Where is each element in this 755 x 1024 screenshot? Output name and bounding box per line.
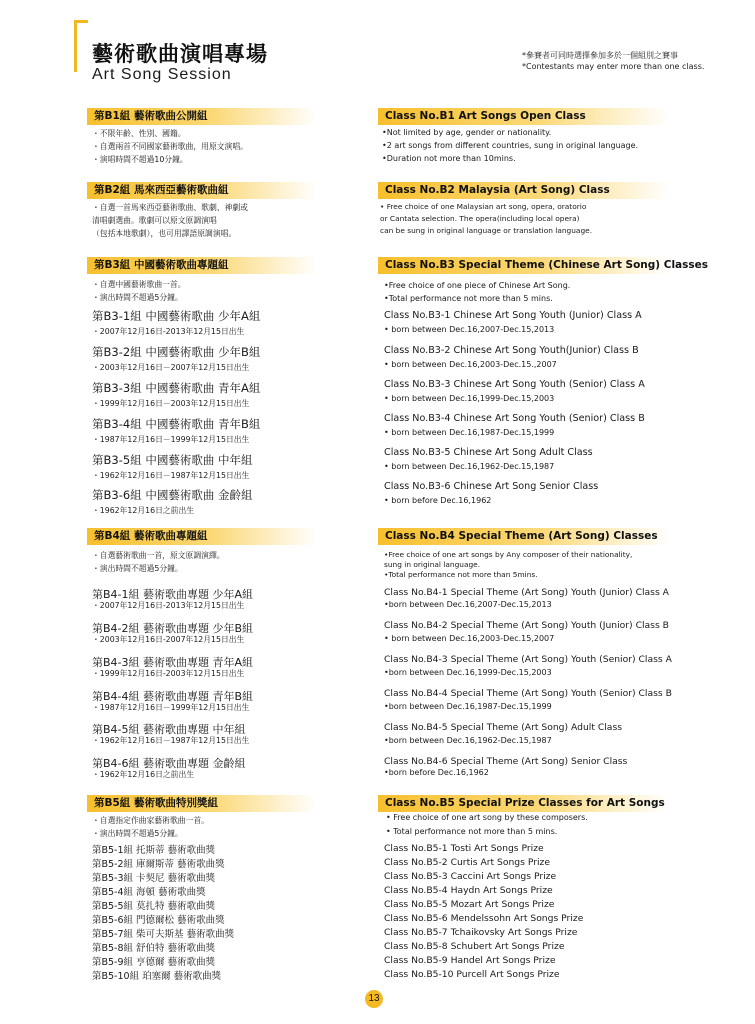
b3-group-born: ・1962年12月16日－1987年12月15日出生 (92, 471, 250, 480)
b3-class-born: • born between Dec.16,1987-Dec.15,1999 (384, 428, 555, 437)
b2-en-line: • Free choice of one Malaysian art song, opera, oratorio (380, 202, 587, 211)
b4-group-born: ・1999年12月16日-2003年12月15日出生 (92, 669, 245, 678)
b3-zh-line: ・演出時間不超過5分鐘。 (92, 293, 183, 302)
b3-group-name: 第B3-1組 中國藝術歌曲 少年A組 (92, 309, 261, 323)
b3-group-born: ・1987年12月16日－1999年12月15日出生 (92, 435, 250, 444)
b5-zh-line: ・自選指定作曲家藝術歌曲一首。 (92, 816, 209, 825)
b2-en-line: can be sung in original language or translation language. (380, 226, 593, 235)
b5-prize-zh: 第B5-5組 莫扎特 藝術歌曲獎 (92, 901, 216, 912)
b1-en-line: •Duration not more than 10mins. (382, 154, 516, 163)
b3-group-name: 第B3-4組 中國藝術歌曲 青年B組 (92, 417, 261, 431)
b5-prize-en: Class No.B5-9 Handel Art Songs Prize (384, 955, 556, 966)
b2-zh-line: ・自選一首馬來西亞藝術歌曲、歌劇、神劇或 (92, 203, 248, 212)
b3-class-name: Class No.B3-1 Chinese Art Song Youth (Junior) Class A (384, 310, 642, 321)
b5-prize-zh: 第B5-2組 庫爾斯蒂 藝術歌曲獎 (92, 859, 225, 870)
b5-prize-zh: 第B5-3組 卡契尼 藝術歌曲獎 (92, 873, 216, 884)
b5-prize-en: Class No.B5-5 Mozart Art Songs Prize (384, 899, 555, 910)
b4-group-name: 第B4-2組 藝術歌曲專題 少年B組 (92, 622, 254, 635)
page-title-zh: 藝術歌曲演唱專場 (92, 42, 268, 66)
section-heading-b5-zh: 第B5組 藝術歌曲特別獎組 (87, 795, 317, 812)
b3-en-line: •Total performance not more than 5 mins. (384, 294, 553, 303)
b4-class-born: •born between Dec.16,1987-Dec.15,1999 (384, 702, 552, 711)
b4-class-born: • born between Dec.16,2003-Dec.15,2007 (384, 634, 555, 643)
b5-prize-en: Class No.B5-8 Schubert Art Songs Prize (384, 941, 565, 952)
b4-class-name: Class No.B4-1 Special Theme (Art Song) Youth (Junior) Class A (384, 587, 669, 598)
b3-group-name: 第B3-5組 中國藝術歌曲 中年組 (92, 453, 253, 467)
b5-prize-en: Class No.B5-7 Tchaikovsky Art Songs Prize (384, 927, 578, 938)
section-heading-b1-en: Class No.B1 Art Songs Open Class (378, 108, 670, 125)
b4-en-line: sung in original language. (384, 560, 481, 569)
b5-prize-en: Class No.B5-4 Haydn Art Songs Prize (384, 885, 553, 896)
b3-group-name: 第B3-3組 中國藝術歌曲 青年A組 (92, 381, 261, 395)
b4-class-name: Class No.B4-3 Special Theme (Art Song) Youth (Senior) Class A (384, 654, 672, 665)
b5-prize-en: Class No.B5-6 Mendelssohn Art Songs Prize (384, 913, 584, 924)
page-number: 13 (365, 990, 383, 1008)
b4-group-born: ・1962年12月16日－1987年12月15日出生 (92, 736, 250, 745)
b4-group-born: ・1962年12月16日之前出生 (92, 770, 195, 779)
b5-prize-en: Class No.B5-1 Tosti Art Songs Prize (384, 843, 544, 854)
section-heading-b3-zh: 第B3組 中國藝術歌曲專題組 (87, 257, 317, 274)
b4-class-born: •born between Dec.16,1999-Dec.15,2003 (384, 668, 552, 677)
b4-group-name: 第B4-4組 藝術歌曲專題 青年B組 (92, 690, 254, 703)
b1-zh-line: ・不限年齡、性別、國籍。 (92, 129, 186, 138)
section-heading-b4-zh: 第B4組 藝術歌曲專題組 (87, 528, 317, 545)
b2-en-line: or Cantata selection. The opera(including local opera) (380, 214, 580, 223)
b5-prize-zh: 第B5-6組 門德爾松 藝術歌曲獎 (92, 915, 225, 926)
b1-en-line: •2 art songs from different countries, sung in original language. (382, 141, 639, 150)
b5-prize-en: Class No.B5-2 Curtis Art Songs Prize (384, 857, 551, 868)
b4-group-name: 第B4-5組 藝術歌曲專題 中年組 (92, 723, 246, 736)
b3-class-name: Class No.B3-2 Chinese Art Song Youth(Junior) Class B (384, 345, 639, 356)
b3-group-born: ・1999年12月16日－2003年12月15日出生 (92, 399, 250, 408)
b3-group-born: ・2003年12月16日－2007年12月15日出生 (92, 363, 250, 372)
b3-class-name: Class No.B3-6 Chinese Art Song Senior Class (384, 481, 599, 492)
note-en: *Contestants may enter more than one class. (522, 62, 705, 71)
b4-en-line: •Free choice of one art songs by Any composer of their nationality, (384, 550, 633, 559)
b1-en-line: •Not limited by age, gender or nationality. (382, 128, 552, 137)
b2-zh-line: 清唱劇選曲。歌劇可以原文原調演唱 (92, 216, 217, 225)
b3-group-born: ・2007年12月16日-2013年12月15日出生 (92, 327, 245, 336)
b5-prize-zh: 第B5-8組 舒伯特 藝術歌曲獎 (92, 943, 216, 954)
b4-group-born: ・2007年12月16日-2013年12月15日出生 (92, 601, 245, 610)
section-heading-b2-zh: 第B2組 馬來西亞藝術歌曲組 (87, 182, 317, 199)
title-bracket-decoration (74, 20, 88, 72)
b5-en-line: • Free choice of one art song by these composers. (386, 813, 588, 822)
b5-prize-en: Class No.B5-3 Caccini Art Songs Prize (384, 871, 557, 882)
b1-zh-line: ・演唱時間不超過10分鐘。 (92, 155, 188, 164)
b5-prize-zh: 第B5-9組 亨德爾 藝術歌曲獎 (92, 957, 216, 968)
b5-prize-zh: 第B5-10組 珀塞爾 藝術歌曲獎 (92, 971, 222, 982)
b4-zh-line: ・自選藝術歌曲一首，原文原調演繹。 (92, 551, 225, 560)
b3-class-name: Class No.B3-5 Chinese Art Song Adult Class (384, 447, 593, 458)
section-heading-b2-en: Class No.B2 Malaysia (Art Song) Class (378, 182, 670, 199)
b3-group-name: 第B3-6組 中國藝術歌曲 金齡組 (92, 488, 253, 502)
b1-zh-line: ・自選兩首不同國家藝術歌曲，用原文演唱。 (92, 142, 248, 151)
b5-prize-zh: 第B5-4組 海頓 藝術歌曲獎 (92, 887, 206, 898)
b3-class-born: • born between Dec.16,1999-Dec.15,2003 (384, 394, 555, 403)
b5-en-line: • Total performance not more than 5 mins. (386, 827, 558, 836)
b4-group-name: 第B4-6組 藝術歌曲專題 金齡組 (92, 757, 246, 770)
b3-class-born: • born between Dec.16,1962-Dec.15,1987 (384, 462, 555, 471)
b3-class-born: • born between Dec.16,2007-Dec.15,2013 (384, 325, 555, 334)
section-heading-b4-en: Class No.B4 Special Theme (Art Song) Classes (378, 528, 670, 545)
b4-class-name: Class No.B4-2 Special Theme (Art Song) Youth (Junior) Class B (384, 620, 669, 631)
b3-class-name: Class No.B3-3 Chinese Art Song Youth (Senior) Class A (384, 379, 645, 390)
page-title-en: Art Song Session (92, 66, 232, 83)
b4-class-born: •born between Dec.16,2007-Dec.15,2013 (384, 600, 552, 609)
b3-zh-line: ・自選中國藝術歌曲一首。 (92, 280, 186, 289)
b4-class-name: Class No.B4-6 Special Theme (Art Song) Senior Class (384, 756, 628, 767)
b4-en-line: •Total performance not more than 5mins. (384, 570, 538, 579)
b4-zh-line: ・演出時間不超過5分鐘。 (92, 564, 183, 573)
b4-class-born: •born between Dec.16,1962-Dec.15,1987 (384, 736, 552, 745)
b4-group-born: ・1987年12月16日－1999年12月15日出生 (92, 703, 250, 712)
b3-class-name: Class No.B3-4 Chinese Art Song Youth (Senior) Class B (384, 413, 645, 424)
b4-group-name: 第B4-3組 藝術歌曲專題 青年A組 (92, 656, 254, 669)
section-heading-b3-en: Class No.B3 Special Theme (Chinese Art Song) Classes (378, 257, 670, 274)
b5-prize-en: Class No.B5-10 Purcell Art Songs Prize (384, 969, 560, 980)
section-heading-b5-en: Class No.B5 Special Prize Classes for Art Songs (378, 795, 670, 812)
section-heading-b1-zh: 第B1組 藝術歌曲公開組 (87, 108, 317, 125)
b3-en-line: •Free choice of one piece of Chinese Art Song. (384, 281, 571, 290)
b3-class-born: • born between Dec.16,2003-Dec.15.,2007 (384, 360, 557, 369)
b4-class-name: Class No.B4-5 Special Theme (Art Song) Adult Class (384, 722, 623, 733)
note-zh: *參賽者可同時選擇參加多於一個組別之賽事 (522, 51, 678, 60)
b4-class-name: Class No.B4-4 Special Theme (Art Song) Youth (Senior) Class B (384, 688, 672, 699)
b3-group-name: 第B3-2組 中國藝術歌曲 少年B組 (92, 345, 261, 359)
b4-class-born: •born before Dec.16,1962 (384, 768, 489, 777)
b5-prize-zh: 第B5-7組 柴可夫斯基 藝術歌曲獎 (92, 929, 235, 940)
b2-zh-line: （包括本地歌劇），也可用譯語原調演唱。 (92, 229, 237, 238)
b3-group-born: ・1962年12月16日之前出生 (92, 506, 195, 515)
b4-group-born: ・2003年12月16日-2007年12月15日出生 (92, 635, 245, 644)
b3-class-born: • born before Dec.16,1962 (384, 496, 492, 505)
b5-prize-zh: 第B5-1組 托斯蒂 藝術歌曲獎 (92, 845, 216, 856)
b5-zh-line: ・演出時間不超過5分鐘。 (92, 829, 183, 838)
b4-group-name: 第B4-1組 藝術歌曲專題 少年A組 (92, 588, 254, 601)
